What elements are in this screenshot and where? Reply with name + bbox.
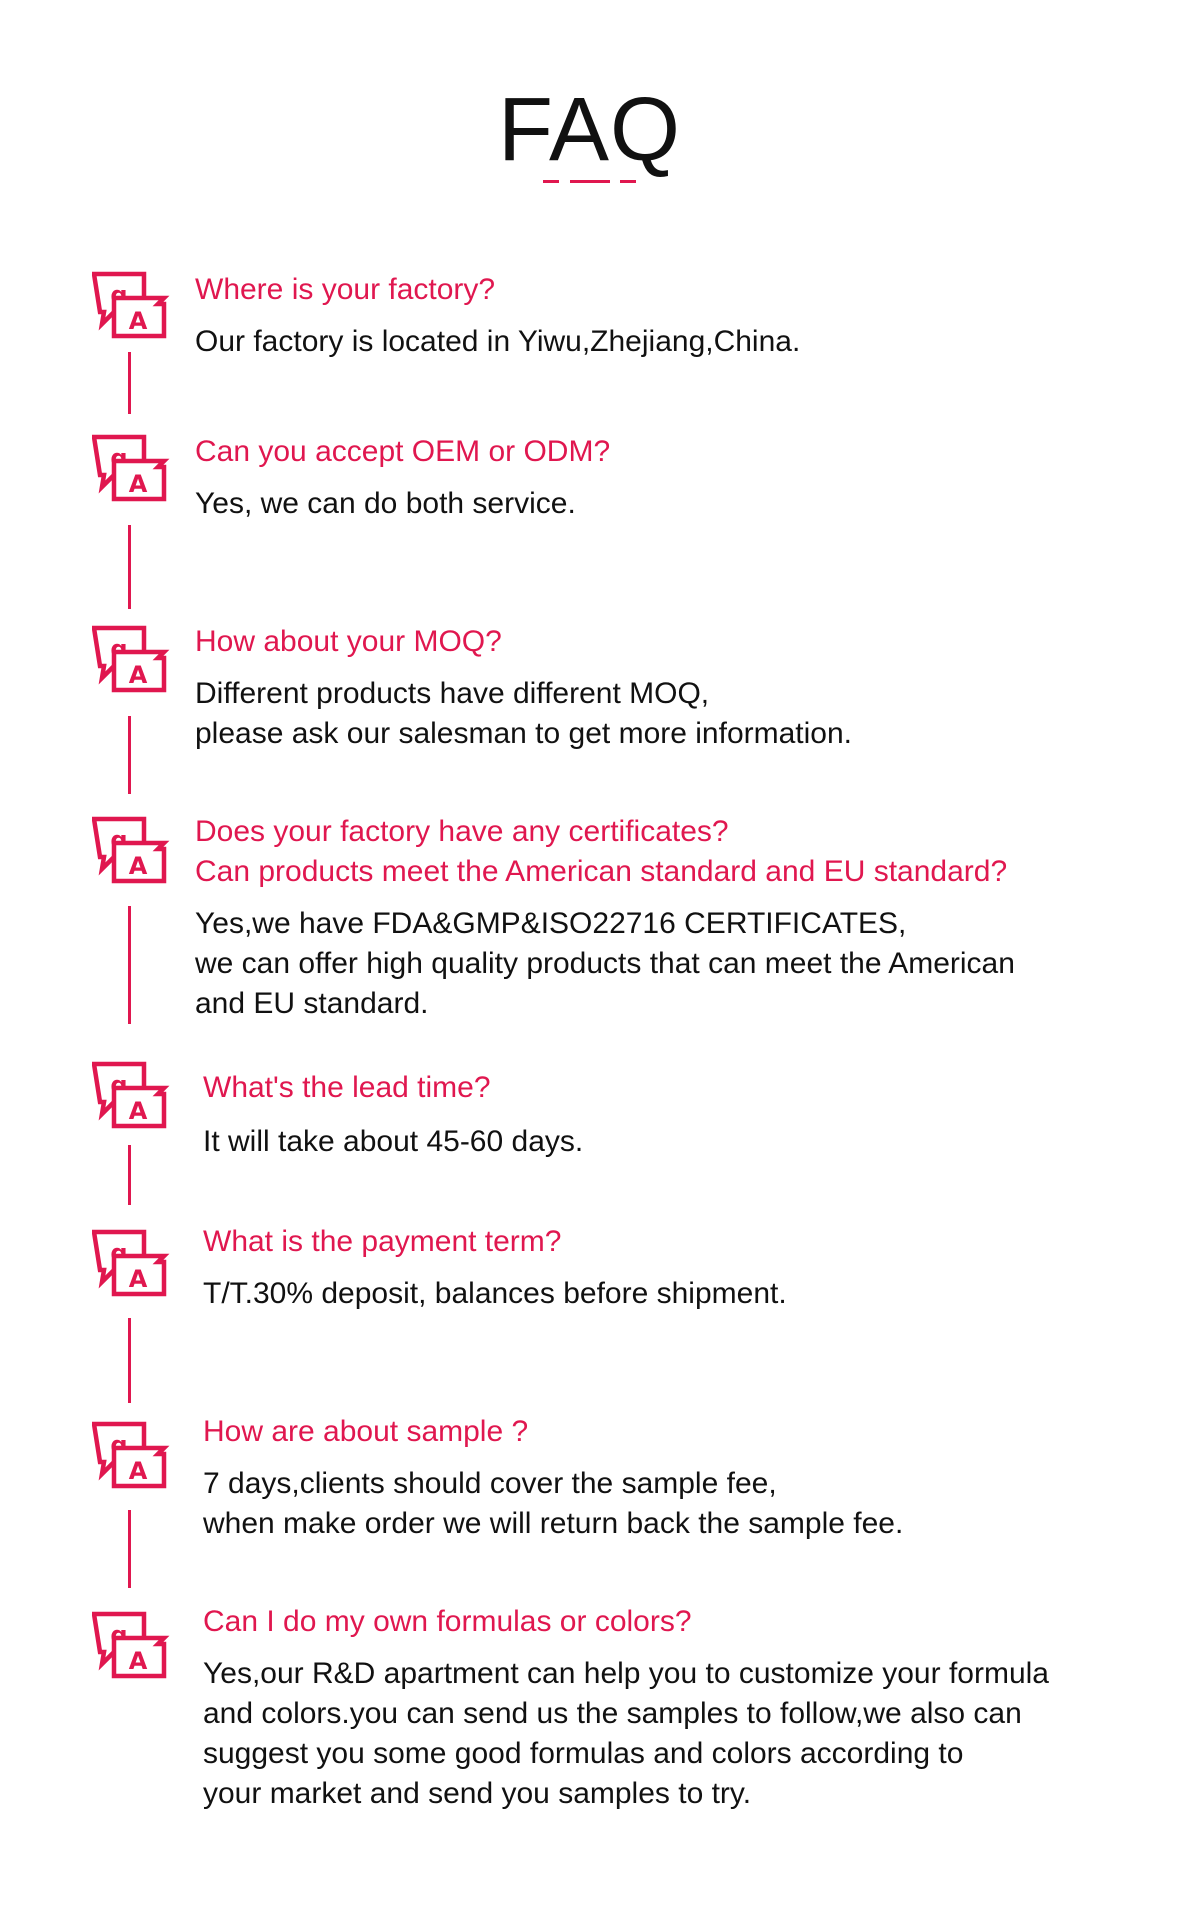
faq-question: Can you accept OEM or ODM? (195, 435, 611, 468)
faq-question: How are about sample ? (203, 1415, 529, 1448)
connector-line (128, 1318, 131, 1403)
title-underline-dash-left (543, 180, 559, 183)
qa-icon (92, 1060, 170, 1130)
faq-title: FAQ (497, 80, 682, 180)
faq-question: How about your MOQ? (195, 625, 502, 658)
faq-answer: 7 days,clients should cover the sample fee, when make order we will return back the sample fee. (203, 1467, 904, 1540)
faq-question: What is the payment term? (203, 1225, 562, 1258)
qa-icon (92, 815, 170, 885)
faq-answer: It will take about 45-60 days. (203, 1125, 584, 1158)
connector-line (128, 1145, 131, 1205)
connector-line (128, 716, 131, 794)
qa-icon (92, 270, 170, 340)
connector-line (128, 906, 131, 1024)
faq-question: Where is your factory? (195, 273, 496, 306)
faq-question: What's the lead time? (203, 1071, 491, 1104)
connector-line (128, 525, 131, 609)
faq-answer: Different products have different MOQ, please ask our salesman to get more information. (195, 677, 852, 750)
faq-answer: Yes, we can do both service. (195, 487, 576, 520)
qa-icon (92, 624, 170, 694)
faq-answer: Our factory is located in Yiwu,Zhejiang,China. (195, 325, 801, 358)
title-underline-dash-middle (570, 180, 610, 183)
connector-line (128, 1510, 131, 1588)
qa-icon (92, 433, 170, 503)
faq-answer: Yes,we have FDA&GMP&ISO22716 CERTIFICATES, we can offer high quality products that can meet the American and EU standard. (195, 907, 1015, 1020)
faq-answer: T/T.30% deposit, balances before shipment. (203, 1277, 787, 1310)
title-underline-dash-right (620, 180, 636, 183)
qa-icon (92, 1228, 170, 1298)
connector-line (128, 352, 131, 414)
faq-question: Can I do my own formulas or colors? (203, 1605, 692, 1638)
qa-icon (92, 1420, 170, 1490)
faq-question: Does your factory have any certificates? Can products meet the American standard and EU standard? (195, 815, 1008, 888)
faq-answer: Yes,our R&D apartment can help you to customize your formula and colors.you can send us the samples to follow,we also can suggest you some good formulas and colors according to your market and send you samples to try. (203, 1657, 1049, 1810)
qa-icon (92, 1610, 170, 1680)
